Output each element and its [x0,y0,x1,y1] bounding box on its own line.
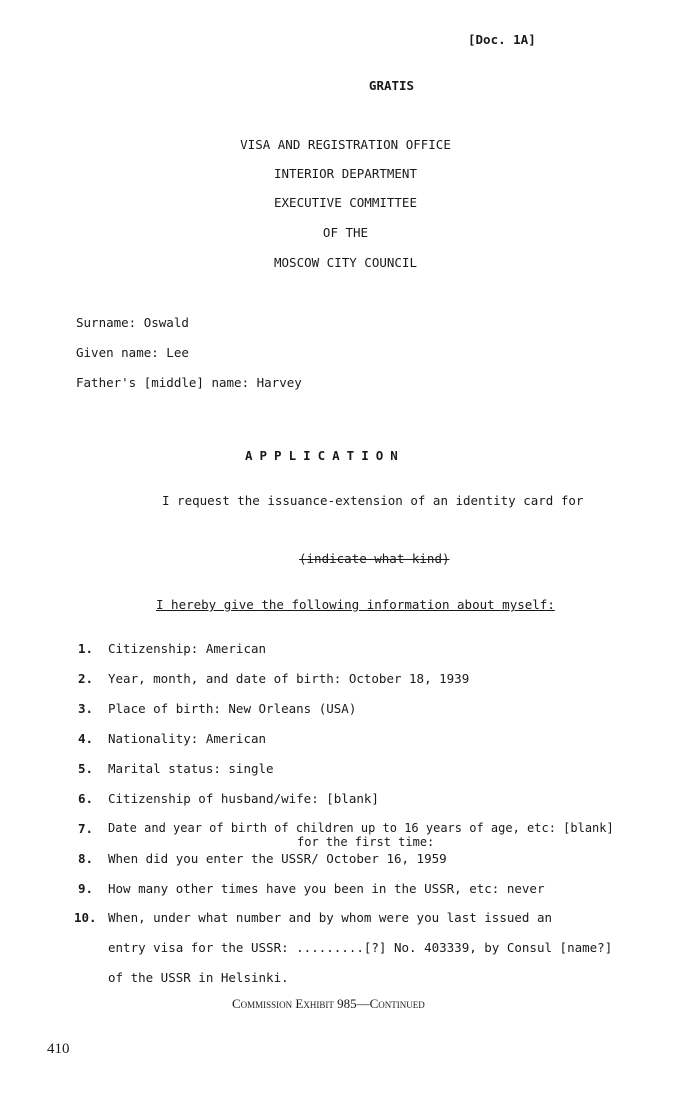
office-line-4: OF THE [322,225,369,240]
document-reference: [Doc. 1A] [468,32,536,47]
item-insertion: for the first time: [297,835,435,849]
exhibit-caption: Commission Exhibit 985—Continued [232,996,425,1011]
continuation-line: of the USSR in Helsinki. [108,970,289,985]
item-number: 2. [78,671,94,686]
item-text: Date and year of birth of children up to 16 years of age, etc: [blank] [108,821,614,835]
item-text: How many other times have you been in the USSR, etc: never [108,881,545,896]
request-line: I request the issuance-extension of an identity card for [162,493,584,508]
item-number: 1. [78,641,94,656]
office-line-2: INTERIOR DEPARTMENT [274,166,417,181]
item-text: Place of birth: New Orleans (USA) [108,701,357,716]
item-number: 9. [78,881,94,896]
item-text: Citizenship of husband/wife: [blank] [108,791,379,806]
father-name-line: Father's [middle] name: Harvey [76,375,302,390]
item-text: Citizenship: American [108,641,267,656]
item-text: Year, month, and date of birth: October 18, 1939 [108,671,470,686]
item-number: 8. [78,851,94,866]
hereby-line: I hereby give the following information about myself: [156,597,555,612]
surname-line: Surname: Oswald [76,315,189,330]
indicate-kind-line: (indicate what kind) [299,551,450,566]
page-number: 410 [47,1041,70,1057]
continuation-line: entry visa for the USSR: .........[?] No. 403339, by Consul [name?] [108,940,613,955]
item-number: 4. [78,731,94,746]
item-number: 7. [78,821,94,836]
item-number: 6. [78,791,94,806]
item-number: 5. [78,761,94,776]
item-number: 3. [78,701,94,716]
office-line-5: MOSCOW CITY COUNCIL [274,255,417,270]
gratis-heading: GRATIS [368,78,415,93]
office-line-3: EXECUTIVE COMMITTEE [274,195,417,210]
item-text: When, under what number and by whom were you last issued an [108,910,553,925]
item-text: When did you enter the USSR/ October 16, 1959 [108,851,447,866]
application-heading: APPLICATION [245,448,405,463]
item-number: 10. [74,910,97,925]
item-text: Marital status: single [108,761,274,776]
office-line-1: VISA AND REGISTRATION OFFICE [240,137,451,152]
item-text: Nationality: American [108,731,267,746]
given-name-line: Given name: Lee [76,345,189,360]
